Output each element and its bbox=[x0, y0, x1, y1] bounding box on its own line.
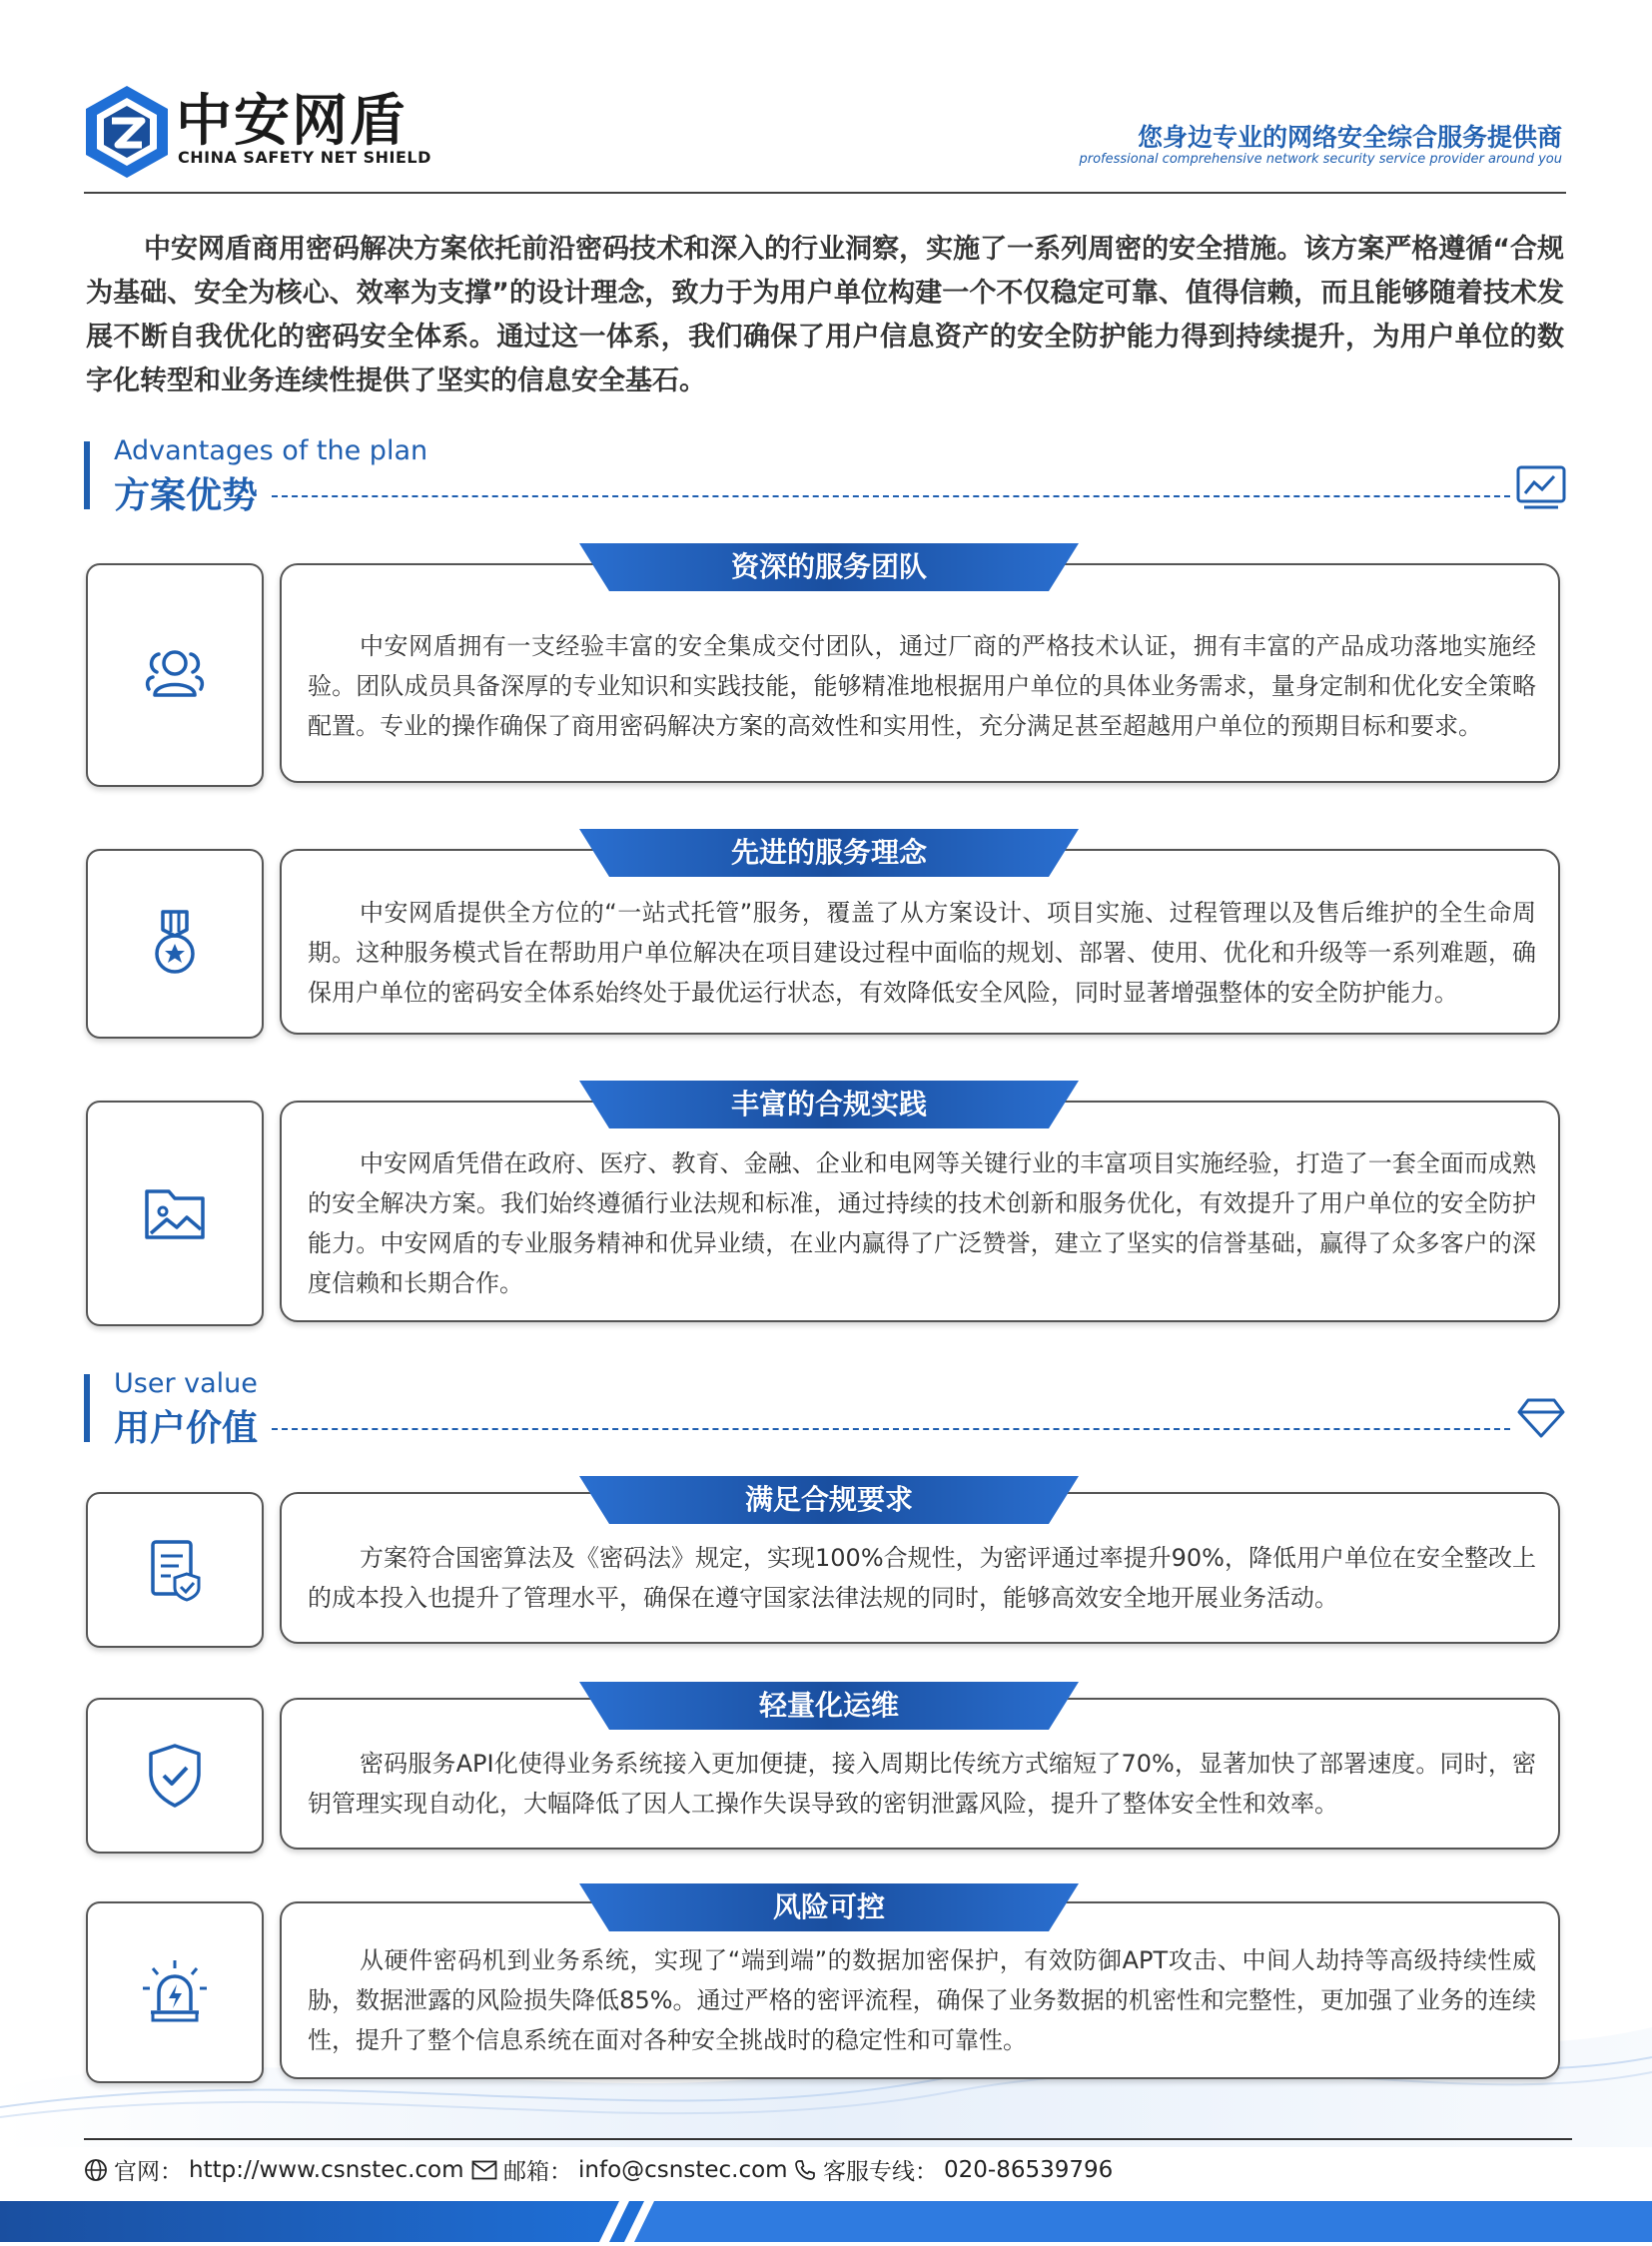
team-icon bbox=[139, 639, 211, 711]
section-heading-en: User value bbox=[114, 1368, 258, 1399]
section-heading-cn: 用户价值 bbox=[114, 1408, 259, 1449]
folder-image-icon bbox=[139, 1177, 211, 1249]
section-dashed-line bbox=[272, 1428, 1510, 1430]
card-title-ribbon bbox=[579, 1682, 1079, 1730]
email-label: 邮箱： bbox=[503, 2159, 572, 2185]
card-icon-box bbox=[86, 1901, 264, 2083]
card-title-ribbon bbox=[579, 1883, 1079, 1931]
diamond-icon bbox=[1516, 1396, 1566, 1440]
brand-name-cn: 中安网盾 bbox=[176, 89, 408, 154]
phone-label: 客服专线： bbox=[823, 2159, 938, 2185]
section-accent-bar bbox=[84, 1374, 90, 1442]
footer-color-band bbox=[0, 2201, 1652, 2242]
card-title: 先进的服务理念 bbox=[730, 836, 927, 869]
section-heading-en: Advantages of the plan bbox=[114, 435, 428, 466]
intro-paragraph: 中安网盾商用密码解决方案依托前沿密码技术和深入的行业洞察，实施了一系列周密的安全措施。该方案严格遵循“合规为基础、安全为核心、效率为支撑”的设计理念，致力于为用户单位构建一个不仅稳定可靠、值得信赖，而且能够随着技术发展不断自我优化的密码安全体系。通过这一体系，我们确保了用户信息资产的安全防护能力得到持续提升，为用户单位的数字化转型和业务连续性提供了坚实的信息安全基石。 bbox=[86, 234, 1564, 396]
email-link[interactable]: info@csnstec.com bbox=[578, 2156, 788, 2183]
footer-phone bbox=[793, 2153, 1113, 2186]
section-heading-cn: 方案优势 bbox=[114, 475, 259, 516]
card-description: 方案符合国密算法及《密码法》规定，实现100%合规性，为密评通过率提升90%，降低用户单位在安全整改上的成本投入也提升了管理水平，确保在遵守国家法律法规的同时，能够高效安全地开展业务活动。 bbox=[308, 1544, 1536, 1612]
website-label: 官网： bbox=[114, 2159, 183, 2185]
card-title-ribbon bbox=[579, 829, 1079, 877]
logo-icon bbox=[84, 84, 170, 180]
card-title: 风险可控 bbox=[772, 1890, 885, 1923]
section-dashed-line bbox=[272, 495, 1510, 497]
card-title-ribbon bbox=[579, 1081, 1079, 1128]
tagline-en: professional comprehensive network security service provider around you bbox=[1079, 152, 1562, 167]
card-title-ribbon bbox=[579, 1476, 1079, 1524]
footer-divider bbox=[84, 2138, 1572, 2140]
card-description: 密码服务API化使得业务系统接入更加便捷，接入周期比传统方式缩短了70%，显著加快了部署速度。同时，密钥管理实现自动化，大幅降低了因人工操作失误导致的密钥泄露风险，提升了整体安全性和效率。 bbox=[308, 1750, 1536, 1818]
footer-email bbox=[471, 2153, 788, 2186]
website-link[interactable]: http://www.csnstec.com bbox=[189, 2156, 464, 2183]
footer-website bbox=[84, 2153, 464, 2186]
card-title: 丰富的合规实践 bbox=[730, 1088, 927, 1121]
card-icon-box bbox=[86, 1492, 264, 1648]
card-icon-box bbox=[86, 849, 264, 1039]
card-title-ribbon bbox=[579, 543, 1079, 591]
header-divider bbox=[84, 192, 1566, 194]
card-title: 轻量化运维 bbox=[758, 1689, 899, 1722]
phone-icon bbox=[793, 2158, 817, 2182]
card-description: 中安网盾提供全方位的“一站式托管”服务，覆盖了从方案设计、项目实施、过程管理以及售后维护的全生命周期。这种服务模式旨在帮助用户单位解决在项目建设过程中面临的规划、部署、使用、优化和升级等一系列难题，确保用户单位的密码安全体系始终处于最优运行状态，有效降低安全风险，同时显著增强整体的安全防护能力。 bbox=[308, 899, 1536, 1007]
tagline-cn: 您身边专业的网络安全综合服务提供商 bbox=[1137, 123, 1562, 152]
phone-number[interactable]: 020-86539796 bbox=[944, 2156, 1114, 2183]
section-accent-bar bbox=[84, 441, 90, 509]
mail-icon bbox=[471, 2160, 497, 2180]
card-text-box bbox=[280, 563, 1560, 783]
shield-check-icon bbox=[139, 1740, 211, 1812]
card-description: 中安网盾凭借在政府、医疗、教育、金融、企业和电网等关键行业的丰富项目实施经验，打造了一套全面而成熟的安全解决方案。我们始终遵循行业法规和标准，通过持续的技术创新和服务优化，有效提升了用户单位的安全防护能力。中安网盾的专业服务精神和优异业绩，在业内赢得了广泛赞誉，建立了坚实的信誉基础，赢得了众多客户的深度信赖和长期合作。 bbox=[308, 1149, 1536, 1297]
card-text-box bbox=[280, 1101, 1560, 1322]
card-title: 资深的服务团队 bbox=[730, 550, 927, 583]
brand-name-en: CHINA SAFETY NET SHIELD bbox=[178, 148, 431, 167]
chart-monitor-icon bbox=[1516, 465, 1566, 509]
card-description: 从硬件密码机到业务系统，实现了“端到端”的数据加密保护，有效防御APT攻击、中间人劫持等高级持续性威胁，数据泄露的风险损失降低85%。通过严格的密评流程，确保了业务数据的机密性和完整性，更加强了业务的连续性，提升了整个信息系统在面对各种安全挑战时的稳定性和可靠性。 bbox=[308, 1946, 1536, 2054]
card-description: 中安网盾拥有一支经验丰富的安全集成交付团队，通过厂商的严格技术认证，拥有丰富的产品成功落地实施经验。团队成员具备深厚的专业知识和实践技能，能够精准地根据用户单位的具体业务需求，量身定制和优化安全策略配置。专业的操作确保了商用密码解决方案的高效性和实用性，充分满足甚至超越用户单位的预期目标和要求。 bbox=[308, 632, 1536, 740]
card-title: 满足合规要求 bbox=[744, 1483, 913, 1516]
alarm-light-icon bbox=[139, 1956, 211, 2028]
globe-icon bbox=[84, 2158, 108, 2182]
medal-icon bbox=[139, 908, 211, 980]
card-icon-box bbox=[86, 1101, 264, 1326]
card-icon-box bbox=[86, 563, 264, 787]
document-shield-icon bbox=[139, 1534, 211, 1606]
